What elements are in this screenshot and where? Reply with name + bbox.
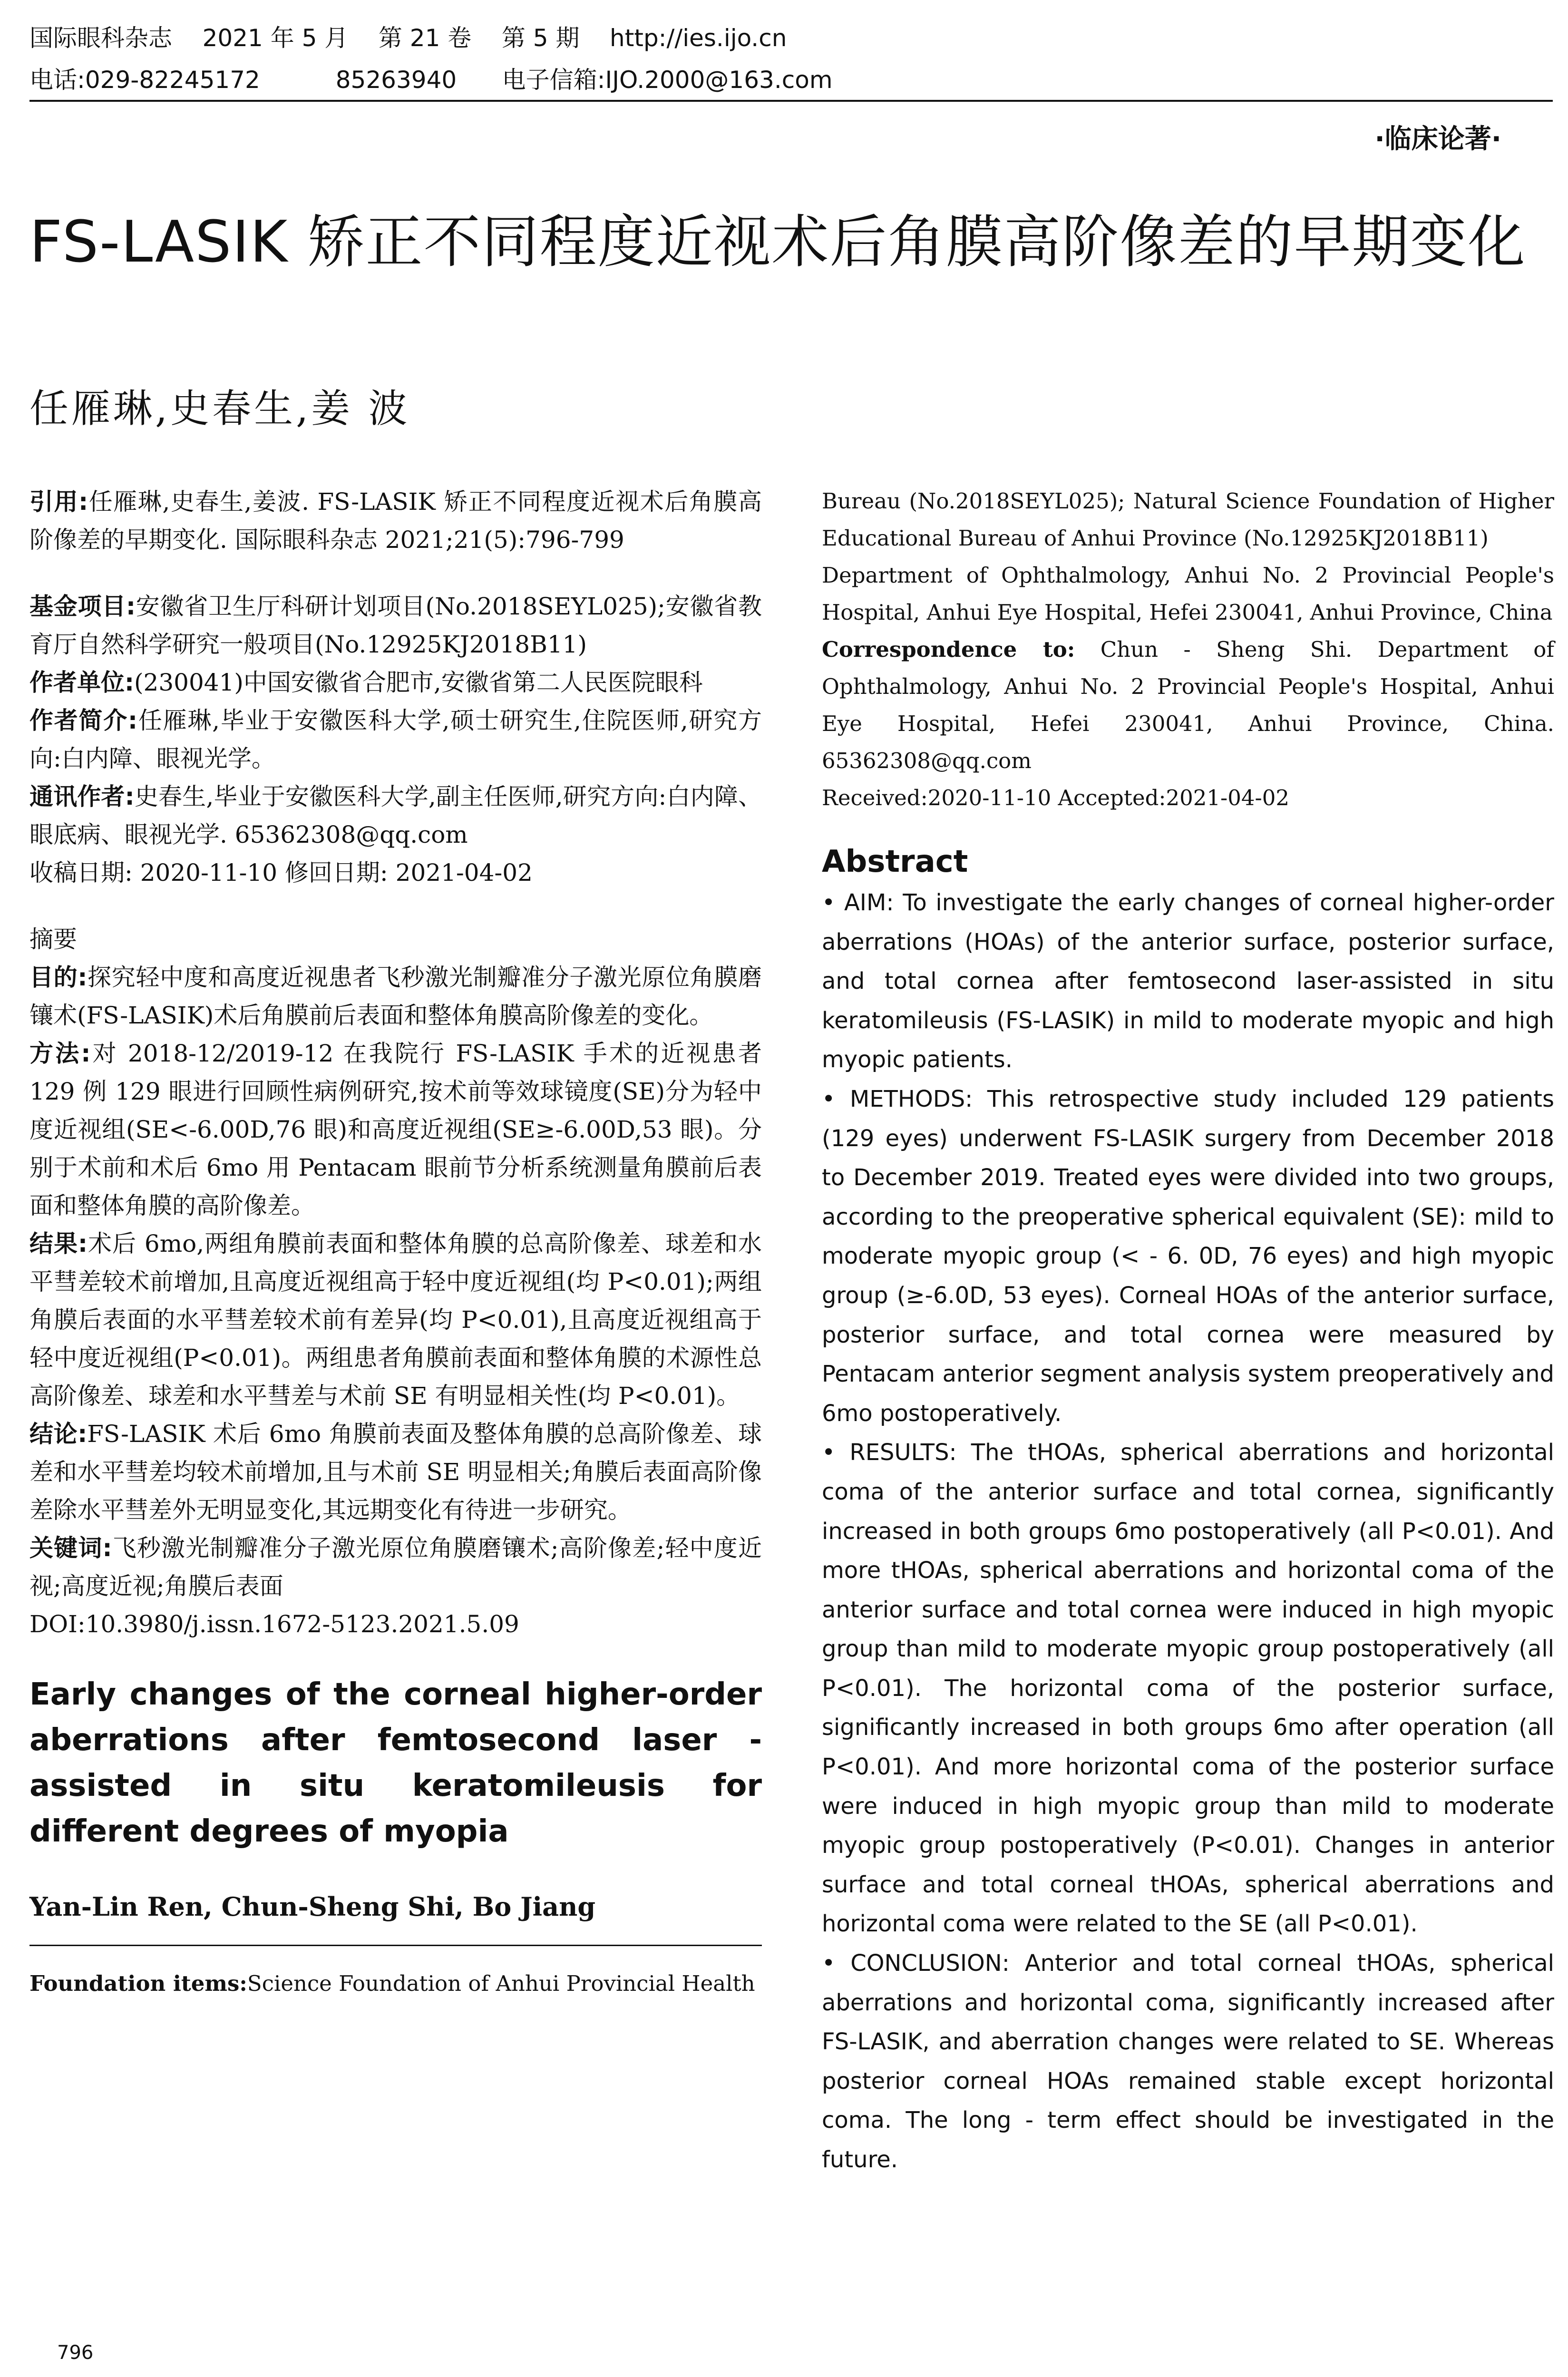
left-column: [29, 483, 762, 2002]
results-label: 结果:: [29, 1230, 88, 1257]
authors-chinese: 任雁琳,史春生,姜 波: [29, 386, 410, 431]
dates-cn: 收稿日期: 2020-11-10 修回日期: 2021-04-02: [29, 859, 533, 887]
aim-label: 目的:: [29, 964, 88, 991]
aim-text: 探究轻中度和高度近视患者飞秒激光制瓣准分子激光原位角膜磨镶术(FS-LASIK)术后角膜前后表面和整体角膜高阶像差的变化。: [29, 964, 762, 1029]
conclusion-en-text: Anterior and total corneal tHOAs, spherical aberrations and horizontal coma, significantly increased after FS-LASIK, and aberration changes were related to SE. Whereas posterior corneal HOAs remained stable except horizontal coma. The long - term effect should be investigated in the future.: [822, 1950, 1554, 2173]
header-divider: [29, 100, 1553, 102]
methods-en-text: This retrospective study included 129 patients (129 eyes) underwent FS-LASIK surgery from December 2018 to December 2019. Treated eyes were divided into two groups, according to the preoperative spherical equivalent (SE): mild to moderate myopic group (< - 6. 0D, 76 eyes) and high myopic group (≥-6.0D, 53 eyes). Corneal HOAs of the anterior surface, posterior surface, and total cornea were measured by Pentacam anterior segment analysis system preoperatively and 6mo postoperatively.: [822, 1085, 1554, 1427]
fund: [29, 587, 762, 663]
abstract-title: Abstract: [822, 844, 968, 879]
dates-en: Received:2020-11-10 Accepted:2021-04-02: [822, 785, 1289, 810]
corresponding-author: [29, 778, 762, 854]
methods-en-label: • METHODS:: [822, 1085, 973, 1112]
author-bio: [29, 701, 762, 778]
conclusion-en-label: • CONCLUSION:: [822, 1950, 1010, 1977]
methods-cn: [29, 1034, 762, 1225]
keywords-text: 飞秒激光制瓣准分子激光原位角膜磨镶术;高阶像差;轻中度近视;高度近视;角膜后表面: [29, 1534, 762, 1600]
doi: DOI:10.3980/j.issn.1672-5123.2021.5.09: [29, 1610, 519, 1638]
results-text: 术后 6mo,两组角膜前表面和整体角膜的总高阶像差、球差和水平彗差较术前增加,且高度近视组高于轻中度近视组(均 P<0.01);两组角膜后表面的水平彗差较术前有差异(均 P<0.01),且高度近视组高于轻中度近视组(P<0.01)。两组患者角膜前表面和整体角膜的术源性总高阶像差、球差和水平彗差与术前 SE 有明显相关性(均 P<0.01)。: [29, 1230, 762, 1410]
conclusion-cn: [29, 1415, 762, 1529]
foundation-label: Foundation items:: [29, 1971, 247, 1996]
citation: [29, 483, 762, 559]
aim-en-text: To investigate the early changes of corneal higher-order aberrations (HOAs) of the anterior surface, posterior surface, and total cornea after femtosecond laser-assisted in situ keratomileusis (FS-LASIK) in mild to moderate myopic and high myopic patients.: [822, 889, 1554, 1073]
conclusion-text: FS-LASIK 术后 6mo 角膜前表面及整体角膜的总高阶像差、球差和水平彗差均较术前增加,且与术前 SE 明显相关;角膜后表面高阶像差除水平彗差外无明显变化,其远期变化有待进一步研究。: [29, 1420, 762, 1524]
conclusion-en: [822, 1944, 1554, 2180]
unit-label: 作者单位:: [29, 669, 134, 696]
aim-en: [822, 883, 1554, 1080]
results-en-label: • RESULTS:: [822, 1439, 957, 1466]
page-number: 796: [57, 2342, 94, 2364]
methods-text: 对 2018-12/2019-12 在我院行 FS-LASIK 手术的近视患者 129 例 129 眼进行回顾性病例研究,按术前等效球镜度(SE)分为轻中度近视组(SE<-6.00D,76 眼)和高度近视组(SE≥-6.00D,53 眼)。分别于术前和术后 6mo 用 Pentacam 眼前节分析系统测量角膜前后表面和整体角膜的高阶像差。: [29, 1040, 762, 1219]
citation-label: 引用:: [29, 488, 88, 516]
english-authors: Yan-Lin Ren, Chun-Sheng Shi, Bo Jiang: [29, 1891, 596, 1922]
corr-text: 史春生,毕业于安徽医科大学,副主任医师,研究方向:白内障、眼底病、眼视光学. 65362308@qq.com: [29, 783, 762, 848]
journal-info-line: 国际眼科杂志 2021 年 5 月 第 21 卷 第 5 期 http://ies.ijo.cn: [29, 24, 787, 52]
correspondence-text: Chun - Sheng Shi. Department of Ophthalmology, Anhui No. 2 Provincial People's Hospital, Anhui Eye Hospital, Hefei 230041, Anhui Province, China. 65362308@qq.com: [822, 637, 1554, 773]
correspondence-label: Correspondence to:: [822, 637, 1075, 662]
english-title: Early changes of the corneal higher-order aberrations after femtosecond laser - assisted in situ keratomileusis for different degrees of myopia: [29, 1677, 762, 1849]
fund-label: 基金项目:: [29, 593, 136, 620]
citation-text: 任雁琳,史春生,姜波. FS-LASIK 矫正不同程度近视术后角膜高阶像差的早期变化. 国际眼科杂志 2021;21(5):796-799: [29, 488, 762, 554]
foundation-items: [29, 1965, 762, 2002]
results-en: [822, 1433, 1554, 1944]
foundation-continued: Bureau (No.2018SEYL025); Natural Science Foundation of Higher Educational Bureau of Anhui Province (No.12925KJ2018B11): [822, 488, 1554, 551]
right-column: [822, 483, 1554, 2180]
corr-label: 通讯作者:: [29, 783, 135, 810]
abstract-heading-cn: 摘要: [29, 925, 77, 953]
keywords-cn: [29, 1529, 762, 1605]
aim-en-label: • AIM:: [822, 889, 894, 916]
author-unit: [29, 663, 762, 701]
journal-contact-line: 电话:029-82245172 85263940 电子信箱:IJO.2000@163.com: [29, 66, 833, 94]
methods-en: [822, 1080, 1554, 1433]
results-cn: [29, 1225, 762, 1415]
department: Department of Ophthalmology, Anhui No. 2 Provincial People's Hospital, Anhui Eye Hospital, Hefei 230041, Anhui Province, China: [822, 563, 1554, 625]
foundation-text: Science Foundation of Anhui Provincial Health: [247, 1971, 755, 1996]
article-title: FS-LASIK 矫正不同程度近视术后角膜高阶像差的早期变化: [29, 209, 1526, 275]
results-en-text: The tHOAs, spherical aberrations and horizontal coma of the anterior surface and total cornea, significantly increased in both groups 6mo postoperatively (all P<0.01). And more tHOAs, spherical aberrations and horizontal coma of the anterior surface and total cornea were induced in high myopic group than mild to moderate myopic group postoperatively (all P<0.01). The horizontal coma of the posterior surface, significantly increased in both groups 6mo after operation (all P<0.01). And more horizontal coma of the posterior surface were induced in high myopic group than mild to moderate myopic group postoperatively (P<0.01). Changes in anterior surface and total corneal tHOAs, spherical aberrations and horizontal coma were related to the SE (all P<0.01).: [822, 1439, 1554, 1938]
unit-text: (230041)中国安徽省合肥市,安徽省第二人民医院眼科: [134, 669, 703, 696]
fund-text: 安徽省卫生厅科研计划项目(No.2018SEYL025);安徽省教育厅自然科学研究一般项目(No.12925KJ2018B11): [29, 593, 762, 658]
aim-cn: [29, 958, 762, 1034]
section-label: ·临床论著·: [1374, 124, 1501, 155]
keywords-label: 关键词:: [29, 1534, 112, 1562]
bio-text: 任雁琳,毕业于安徽医科大学,硕士研究生,住院医师,研究方向:白内障、眼视光学。: [29, 707, 762, 772]
conclusion-label: 结论:: [29, 1420, 88, 1448]
bio-label: 作者简介:: [29, 707, 138, 734]
methods-label: 方法:: [29, 1040, 91, 1067]
correspondence: [822, 631, 1554, 779]
